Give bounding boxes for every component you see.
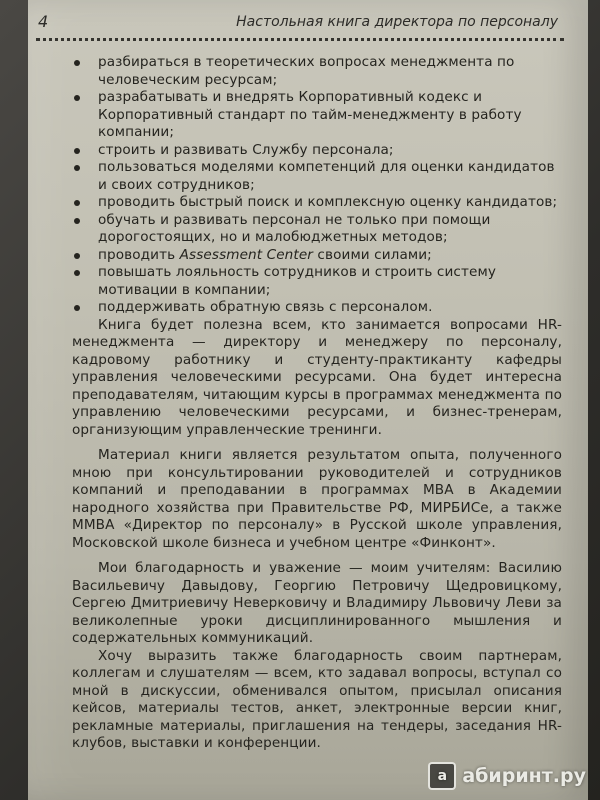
page-content (72, 54, 562, 753)
bullet-text: строить и развивать Службу персонала; (98, 141, 394, 158)
bullet-text: обучать и развивать персонал не только при помощи дорогостоящих, но и малобюджетных методов; (98, 211, 491, 245)
paragraph-audience: Книга будет полезна всем, кто занимается вопросами HR-менеджмента — директору и менеджеру по персоналу, кадровому работнику и студенту-практиканту кафедры управления человеческими ресурсами. Она будет интересна преподавателям, читающим курсы в программах менеджмента по управлению человеческими ресурсами, и бизнес-тренерам, организующим управленческие тренинги. (72, 316, 562, 438)
bullet-text: проводить быстрый поиск и комплексную оценку кандидатов; (98, 194, 558, 210)
bullet-text: пользоваться моделями компетенций для оценки кандидатов и своих сотрудников; (98, 159, 555, 193)
bullet-term: Assessment Center (179, 246, 313, 263)
bullet-icon (74, 60, 80, 66)
bullet-icon (74, 305, 80, 311)
bullet-list (72, 54, 562, 317)
bullet-icon (74, 148, 80, 154)
running-title: Настольная книга директора по персоналу (236, 14, 558, 30)
bullet-item (72, 299, 562, 317)
page-header (38, 12, 558, 34)
watermark-text: абиринт.ру (462, 765, 586, 787)
bullet-icon (74, 253, 80, 259)
book-page (28, 0, 588, 800)
bullet-text: повышать лояльность сотрудников и строить систему мотивации в компании; (98, 264, 496, 298)
bullet-icon (74, 95, 80, 101)
bullet-item (72, 54, 562, 89)
bullet-item (72, 89, 562, 142)
bullet-icon (74, 200, 80, 206)
labirint-watermark (428, 762, 586, 790)
bullet-item (72, 159, 562, 194)
bullet-text-before: проводить (98, 246, 180, 263)
paragraph-thanks: Хочу выразить также благодарность своим партнерам, коллегам и слушателям — всем, кто задавал вопросы, вступал со мной в дискуссии, обменивался опытом, присылал описания кейсов, материалы тестов, анкет, электронные версии книг, рекламные материалы, приглашения на тендеры, заседания HR-клубов, выставки и конференции. (72, 647, 562, 751)
paragraph-source: Материал книги является результатом опыта, полученного мною при консультировании руководителей и сотрудников компаний и преподавании в программах МВА в Академии народного хозяйства при Правительстве РФ, МИРБИСе, а также ММВА «Директор по персоналу» в Русской школе управления, Московской школе бизнеса и учебном центре «Финконт». (72, 447, 562, 551)
labirint-logo-icon: а (428, 762, 456, 790)
bullet-item (72, 212, 562, 247)
bullet-icon (74, 165, 80, 171)
bullet-item (72, 264, 562, 299)
bullet-icon (74, 270, 80, 276)
bullet-text: разрабатывать и внедрять Корпоративный кодекс и Корпоративный стандарт по тайм-менеджменту в работу компании; (98, 89, 522, 140)
bullet-text: разбираться в теоретических вопросах менеджмента по человеческим ресурсам; (98, 54, 515, 88)
paragraph-teachers: Мои благодарность и уважение — моим учителям: Василию Васильевичу Давыдову, Георгию Петровичу Щедровицкому, Сергею Дмитриевичу Неверковичу и Владимиру Львовичу Леви за великолепные уроки дисциплинированного мышления и содержательных коммуникаций. (72, 560, 562, 646)
bullet-item (72, 142, 562, 160)
bullet-item (72, 247, 562, 265)
bullet-icon (74, 218, 80, 224)
page-number: 4 (38, 12, 49, 31)
bullet-text-after: своими силами; (312, 246, 432, 263)
bullet-item (72, 194, 562, 212)
bullet-text: поддерживать обратную связь с персоналом. (98, 299, 433, 315)
header-dotted-rule (36, 38, 564, 41)
